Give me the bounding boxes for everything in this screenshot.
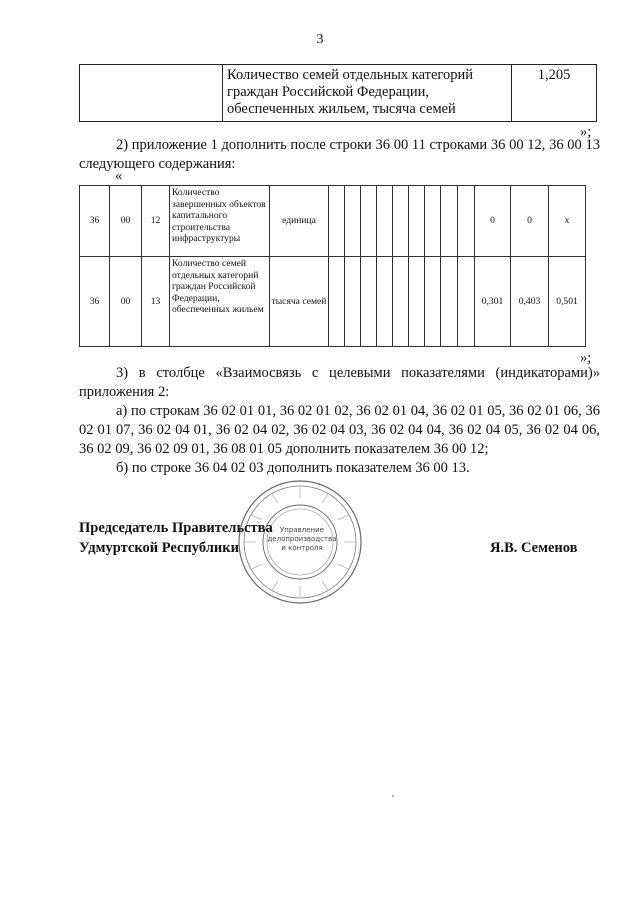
indicator-name-cell: Количество семей отдельных категорий граждан Российской Федерации, обеспеченных жильем (170, 257, 270, 347)
paragraph-2: 2) приложение 1 дополнить после строки 36 00 11 строками 36 00 12, 36 00 13 следующего содержания: (79, 137, 600, 172)
stamp-line-1: Управление (280, 526, 324, 534)
table-row (80, 65, 597, 122)
closing-quote: »; (580, 124, 592, 140)
paragraph-b: б) по строке 36 04 02 03 дополнить показателем 36 00 13. (116, 460, 470, 476)
value-cell: 0,301 (475, 257, 511, 347)
signatory-title-line-2: Удмуртской Республики (79, 540, 239, 556)
page-number: 3 (316, 32, 324, 47)
indicator-name-cell: Количество завершенных объектов капитального строительства инфраструктуры (170, 186, 270, 257)
paragraph-a: а) по строкам 36 02 01 01, 36 02 01 02, 36 02 01 04, 36 02 01 05, 36 02 01 06, 36 02 01 07, 36 02 04 01, 36 02 04 02, 36 02 04 03, 36 02 04 04, 36 02 04 05, 36 02 04 06, 36 02 09, 36 02 09 01, 36 08 01 05 дополнить показателем 36 00 12; (79, 403, 600, 457)
opening-quote: « (115, 168, 123, 184)
empty-cell (458, 257, 475, 347)
closing-quote: »; (580, 350, 592, 366)
empty-cell (345, 257, 361, 347)
code-cell: 00 (110, 257, 142, 347)
unit-cell: тысяча семей (270, 257, 329, 347)
indicator-description: Количество семей отдельных категорий граждан Российской Федерации, обеспеченных жильем, тысяча семей (223, 65, 512, 122)
empty-cell (393, 186, 409, 257)
table-row (80, 257, 586, 347)
value-cell: 0,501 (549, 257, 586, 347)
signatory-title-line-1: Председатель Правительства (79, 520, 273, 536)
stamp-line-3: и контроля (281, 544, 323, 552)
value-cell: 0 (475, 186, 511, 257)
empty-cell (393, 257, 409, 347)
empty-cell (425, 257, 441, 347)
empty-cell (377, 186, 393, 257)
empty-cell (329, 257, 345, 347)
empty-cell (458, 186, 475, 257)
code-cell: 12 (142, 186, 170, 257)
empty-cell (441, 186, 458, 257)
stamp-line-2: делопроизводства (267, 535, 337, 543)
continued-table (79, 64, 597, 122)
code-cell: 36 (80, 257, 110, 347)
paragraph-3: 3) в столбце «Взаимосвязь с целевыми показателями (индикаторами)» приложения 2: (79, 365, 600, 400)
empty-cell (409, 186, 425, 257)
scan-speck (392, 795, 394, 797)
empty-cell (80, 65, 223, 122)
empty-cell (425, 186, 441, 257)
indicators-table (79, 185, 586, 347)
indicator-value: 1,205 (512, 65, 597, 122)
signatory-name: Я.В. Семенов (490, 540, 578, 556)
empty-cell (329, 186, 345, 257)
code-cell: 13 (142, 257, 170, 347)
official-stamp (236, 478, 364, 606)
empty-cell (361, 257, 377, 347)
value-cell: 0,403 (511, 257, 549, 347)
empty-cell (361, 186, 377, 257)
table-row (80, 186, 586, 257)
value-cell: x (549, 186, 586, 257)
empty-cell (377, 257, 393, 347)
value-cell: 0 (511, 186, 549, 257)
empty-cell (345, 186, 361, 257)
code-cell: 00 (110, 186, 142, 257)
empty-cell (409, 257, 425, 347)
code-cell: 36 (80, 186, 110, 257)
unit-cell: единица (270, 186, 329, 257)
empty-cell (441, 257, 458, 347)
